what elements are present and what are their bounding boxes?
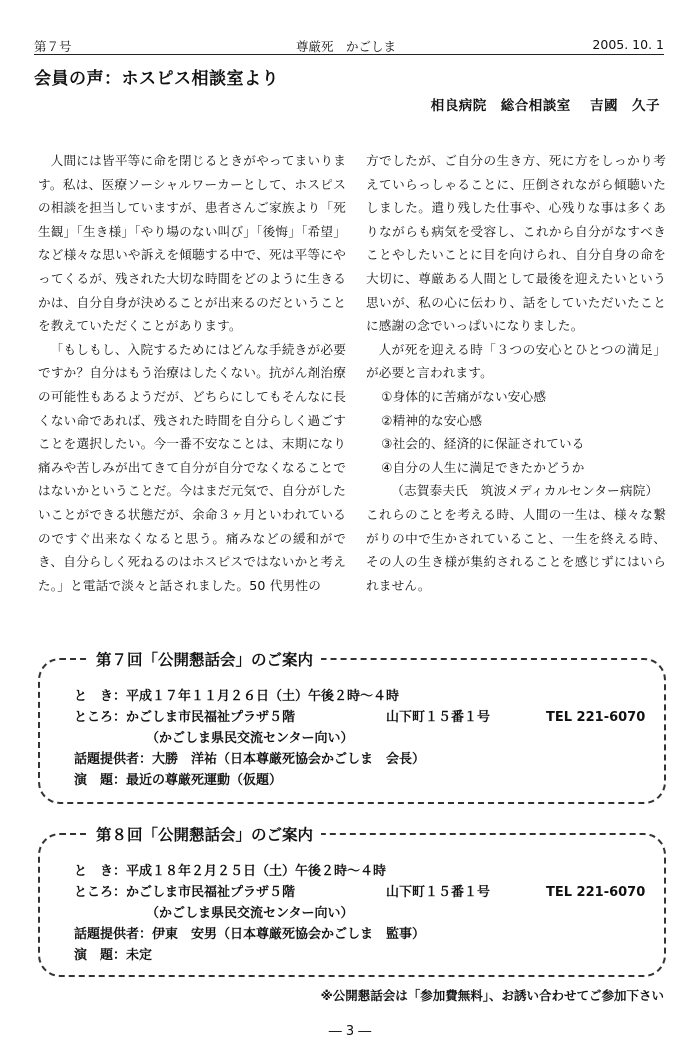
event-where-row bbox=[74, 707, 646, 728]
event-details bbox=[74, 861, 646, 966]
author-affiliation: 相良病院 総合相談室 bbox=[430, 98, 571, 114]
event-tel: TEL 221-6070 bbox=[546, 885, 646, 900]
article-column-left bbox=[38, 149, 346, 597]
article-column-right bbox=[366, 149, 666, 597]
paragraph: 方でしたが、ご自分の生き方、死に方をしっかり考えていらっしゃることに、圧倒されながら傾聴いたしました。遣り残した仕事や、心残りな事は多くありながらも病気を受容し、これから自分がなすべきことやしたいことに目を向けられ、自分自身の命を大切に、尊厳ある人間として最後を迎えたいという思いが、私の心に伝わり、話をしていただいたことに感謝の念でいっぱいになりました。 bbox=[366, 153, 666, 334]
footnote: ※公開懇話会は「参加費無料」、お誘い合わせてご参加下さい bbox=[320, 988, 664, 1003]
event-speaker: 話題提供者：伊東 安男（日本尊厳死協会かごしま 監事） bbox=[74, 927, 426, 942]
paragraph: これらのことを考える時、人間の一生は、様々な繋がりの中で生かされていること、一生を終える時、その人の生き様が集約されることを感じずにはいられません。 bbox=[366, 506, 666, 593]
paragraph: 人間には皆平等に命を閉じるときがやってまいります。私は、医療ソーシャルワーカーとして、ホスピスの相談を担当していますが、患者さんご家族より「死生観」「生き様」「やり場のない叫び」「後悔」「希望」など様々な思いや訴えを傾聴する中で、死は平等にやってくるが、残された大切な時間をどのように生きるかは、自分自身が決めることが出来るのだということを教えていただくことがあります。 bbox=[38, 153, 346, 334]
paragraph: 人が死を迎える時「３つの安心とひとつの満足」が必要と言われます。 bbox=[366, 341, 666, 381]
list-item: ②精神的な安心感 bbox=[381, 412, 483, 428]
author-name: 吉國 久子 bbox=[590, 98, 660, 114]
event-topic: 演 題：最近の尊厳死運動（仮題） bbox=[74, 773, 283, 788]
list-item: ④自分の人生に満足できたかどうか bbox=[381, 459, 585, 475]
event-where-row bbox=[74, 882, 646, 903]
event-title: 第８回「公開懇話会」のご案内 bbox=[88, 823, 321, 845]
event-when: と き：平成１８年２月２５日（土）午後２時～４時 bbox=[74, 864, 387, 879]
event-topic: 演 題：未定 bbox=[74, 948, 153, 963]
article-byline bbox=[431, 94, 660, 114]
event-tel: TEL 221-6070 bbox=[546, 710, 646, 725]
event-speaker: 話題提供者：大勝 洋祐（日本尊厳死協会かごしま 会長） bbox=[74, 752, 426, 767]
page-number: ― 3 ― bbox=[328, 1024, 372, 1039]
list-item: ③社会的、経済的に保証されている bbox=[381, 436, 585, 452]
event-where-note: （かごしま県民交流センター向い） bbox=[146, 906, 354, 921]
article-title: 会員の声：ホスピス相談室より bbox=[34, 69, 279, 89]
event-when: と き：平成１７年１１月２６日（土）午後２時～４時 bbox=[74, 689, 400, 704]
event-address: 山下町１５番１号 bbox=[386, 710, 491, 725]
issue-date: 2005. 10. 1 bbox=[592, 37, 664, 52]
citation: （志賀泰夫氏 筑波メディカルセンター病院） bbox=[391, 483, 659, 499]
paragraph: 「もしもし、入院するためにはどんな手続きが必要ですか？自分はもう治療はしたくない。抗がん剤治療の可能性もあるようだが、どちらにしてもそんなに長くない命であれば、残された時間を自分らしく過ごすことを選択したい。今一番不安なことは、末期になり痛みや苦しみが出てきて自分が自分でなくなることではないかということだ。今はまだ元気で、自分がしたいことができる状態だが、余命３ヶ月といわれているのですぐ出来なくなると思う。痛みなどの緩和ができ、自分らしく死ねるのはホスピスではないかと考えた。」と電話で淡々と話されました。50 代男性の bbox=[38, 341, 346, 593]
event-address: 山下町１５番１号 bbox=[386, 885, 491, 900]
event-notice-7 bbox=[38, 651, 666, 804]
newsletter-title: 尊厳死 かごしま bbox=[296, 39, 397, 54]
event-details bbox=[74, 686, 646, 791]
event-where: ところ：かごしま市民福祉プラザ５階 bbox=[74, 885, 296, 900]
event-where: ところ：かごしま市民福祉プラザ５階 bbox=[74, 710, 296, 725]
event-notice-8 bbox=[38, 826, 666, 977]
issue-number: 第７号 bbox=[34, 39, 72, 54]
list-item: ①身体的に苦痛がない安心感 bbox=[381, 388, 547, 404]
requirements-list bbox=[366, 385, 666, 479]
event-title: 第７回「公開懇話会」のご案内 bbox=[88, 648, 321, 670]
page-header bbox=[34, 36, 664, 55]
event-where-note: （かごしま県民交流センター向い） bbox=[146, 731, 354, 746]
